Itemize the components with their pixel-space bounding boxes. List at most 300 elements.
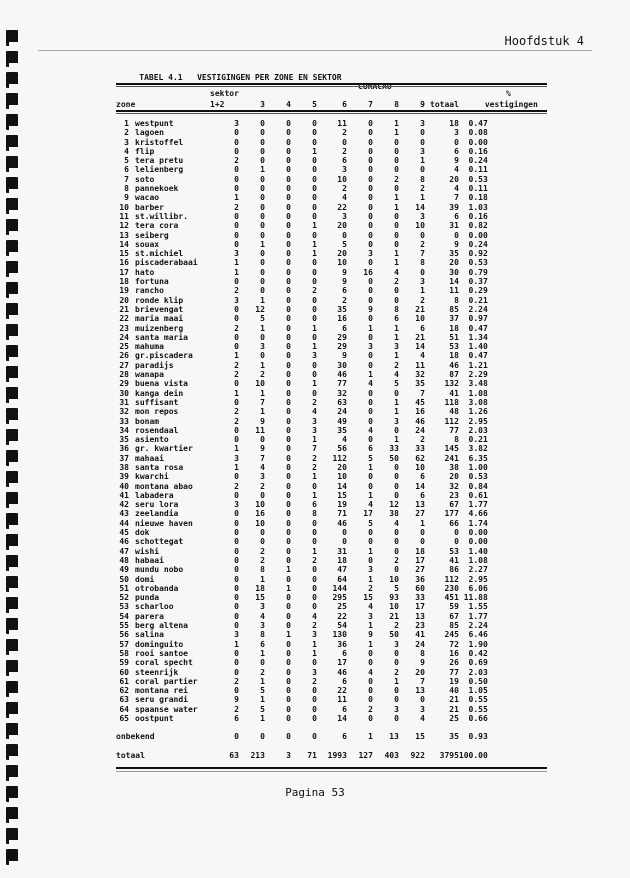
cell-sektor-1-2: 0 xyxy=(234,732,239,742)
cell-sektor-6: 14 xyxy=(337,714,347,723)
cell-totaal: 48 xyxy=(449,407,459,417)
binder-hole xyxy=(6,324,18,340)
cell-sektor-8: 10 xyxy=(389,574,399,584)
cell-sektor-1-2: 3 xyxy=(234,249,239,259)
binder-hole xyxy=(6,849,18,865)
cell-sektor-9: 0 xyxy=(420,695,425,705)
cell-sektor-8: 0 xyxy=(394,481,399,491)
cell-sektor-9: 7 xyxy=(420,249,425,259)
cell-sektor-3: 1 xyxy=(260,676,265,686)
cell-sektor-8: 0 xyxy=(394,537,399,547)
cell-sektor-6: 6 xyxy=(342,323,347,333)
cell-zone-name: pannekoek xyxy=(135,184,179,194)
cell-sektor-6: 31 xyxy=(337,546,347,556)
cell-sektor-6: 0 xyxy=(342,137,347,147)
cell-zone-number: 45 xyxy=(119,528,129,538)
table-row xyxy=(116,305,538,314)
cell-zone-number: 22 xyxy=(119,314,129,324)
table-row xyxy=(116,482,538,491)
header-row-2 xyxy=(116,99,538,110)
cell-sektor-3: 16 xyxy=(255,509,265,519)
cell-zone-name: kwarchi xyxy=(135,472,169,482)
table-row xyxy=(116,417,538,426)
cell-sektor-9: 3 xyxy=(420,704,425,714)
cell-sektor-1-2: 0 xyxy=(234,509,239,519)
binder-hole xyxy=(6,765,18,781)
cell-totaal: 177 xyxy=(444,509,459,519)
cell-totaal: 9 xyxy=(454,239,459,249)
cell-totaal: 87 xyxy=(449,370,459,380)
cell-sektor-6: 4 xyxy=(342,435,347,445)
cell-zone-name: wanapa xyxy=(135,370,164,380)
table-row xyxy=(116,705,538,714)
binder-hole xyxy=(6,597,18,613)
binder-hole xyxy=(6,240,18,256)
cell-sektor-6: 17 xyxy=(337,658,347,668)
cell-sektor-5: 0 xyxy=(312,295,317,305)
cell-sektor-3: 1 xyxy=(260,388,265,398)
cell-sektor-6: 77 xyxy=(337,379,347,389)
cell-sektor-9: 21 xyxy=(415,332,425,342)
cell-sektor-1-2: 0 xyxy=(234,314,239,324)
cell-sektor-5: 0 xyxy=(312,695,317,705)
cell-zone-number: 26 xyxy=(119,351,129,361)
cell-sektor-9: 8 xyxy=(420,648,425,658)
cell-sektor-6: 2 xyxy=(342,184,347,194)
cell-sektor-9: 10 xyxy=(415,314,425,324)
binder-hole xyxy=(6,744,18,760)
binder-hole xyxy=(6,576,18,592)
cell-zone-number: 37 xyxy=(119,453,129,463)
cell-sektor-7: 2 xyxy=(368,583,373,593)
cell-zone-number: 7 xyxy=(124,174,129,184)
cell-zone-name: flip xyxy=(135,146,155,156)
cell-sektor-4: 0 xyxy=(286,258,291,268)
cell-zone-name: buena vista xyxy=(135,379,188,389)
cell-sektor-5: 0 xyxy=(312,211,317,221)
cell-totaal: 35 xyxy=(449,249,459,259)
cell-sektor-8: 1 xyxy=(394,407,399,417)
table-row xyxy=(116,286,538,295)
cell-pct-vestigingen: 0.37 xyxy=(468,277,488,287)
establishments-table xyxy=(116,88,538,760)
cell-sektor-9: 24 xyxy=(415,425,425,435)
cell-sektor-5: 0 xyxy=(312,593,317,603)
cell-sektor-6: 1993 xyxy=(327,750,347,760)
cell-sektor-5: 0 xyxy=(312,370,317,380)
cell-totaal: 3795 xyxy=(439,750,459,760)
cell-sektor-8: 3 xyxy=(394,416,399,426)
cell-pct-vestigingen: 0.11 xyxy=(468,184,488,194)
cell-sektor-5: 1 xyxy=(312,239,317,249)
cell-zone-name: rosendaal xyxy=(135,425,179,435)
cell-sektor-5: 0 xyxy=(312,277,317,287)
cell-sektor-8: 93 xyxy=(389,593,399,603)
cell-pct-vestigingen: 0.66 xyxy=(468,714,488,723)
cell-zone-name: coral specht xyxy=(135,658,193,668)
cell-sektor-5: 4 xyxy=(312,407,317,417)
cell-sektor-5: 7 xyxy=(312,444,317,454)
cell-sektor-7: 0 xyxy=(368,295,373,305)
cell-sektor-5: 0 xyxy=(312,304,317,314)
cell-sektor-5: 3 xyxy=(312,630,317,640)
cell-sektor-1-2: 0 xyxy=(234,239,239,249)
cell-sektor-6: 6 xyxy=(342,648,347,658)
cell-zone-number: 10 xyxy=(119,202,129,212)
cell-sektor-7: 0 xyxy=(368,165,373,175)
table-title-text: TABEL 4.1 VESTIGINGEN PER ZONE EN SEKTOR xyxy=(139,73,342,82)
cell-sektor-8: 8 xyxy=(394,304,399,314)
cell-zone-number: 41 xyxy=(119,490,129,500)
cell-totaal: 41 xyxy=(449,555,459,565)
cell-totaal: 118 xyxy=(444,397,459,407)
cell-sektor-3: 0 xyxy=(260,286,265,296)
cell-sektor-3: 4 xyxy=(260,462,265,472)
cell-totaal: 8 xyxy=(454,295,459,305)
table-row xyxy=(116,491,538,500)
cell-totaal: 451 xyxy=(444,593,459,603)
cell-totaal: 77 xyxy=(449,667,459,677)
cell-sektor-3: 0 xyxy=(260,277,265,287)
cell-zone-number: 36 xyxy=(119,444,129,454)
cell-sektor-8: 0 xyxy=(394,658,399,668)
binder-hole xyxy=(6,219,18,235)
cell-sektor-7: 1 xyxy=(368,639,373,649)
cell-sektor-8: 38 xyxy=(389,509,399,519)
cell-totaal: 66 xyxy=(449,518,459,528)
table-row xyxy=(116,630,538,639)
cell-zone-name: zeelandia xyxy=(135,509,179,519)
cell-sektor-4: 0 xyxy=(286,500,291,510)
table-row xyxy=(116,203,538,212)
cell-pct-vestigingen: 3.08 xyxy=(468,397,488,407)
cell-sektor-6: 22 xyxy=(337,686,347,696)
cell-sektor-4: 0 xyxy=(286,360,291,370)
cell-sektor-1-2: 0 xyxy=(234,146,239,156)
cell-sektor-3: 1 xyxy=(260,165,265,175)
cell-sektor-9: 0 xyxy=(420,267,425,277)
cell-sektor-3: 7 xyxy=(260,453,265,463)
cell-pct-vestigingen: 0.55 xyxy=(468,704,488,714)
cell-sektor-5: 0 xyxy=(312,714,317,723)
cell-sektor-7: 1 xyxy=(368,490,373,500)
cell-sektor-5: 0 xyxy=(312,481,317,491)
cell-sektor-3: 0 xyxy=(260,490,265,500)
cell-sektor-9: 45 xyxy=(415,397,425,407)
cell-sektor-6: 9 xyxy=(342,351,347,361)
cell-sektor-1-2: 0 xyxy=(234,593,239,603)
chapter-header: Hoofdstuk 4 xyxy=(504,34,584,48)
cell-totaal: 0 xyxy=(454,537,459,547)
cell-zone-number: 51 xyxy=(119,583,129,593)
cell-zone-name: westpunt xyxy=(135,119,174,128)
cell-sektor-4: 0 xyxy=(286,211,291,221)
cell-sektor-8: 0 xyxy=(394,686,399,696)
cell-sektor-3: 0 xyxy=(260,230,265,240)
cell-pct-vestigingen: 1.40 xyxy=(468,546,488,556)
cell-sektor-9: 10 xyxy=(415,462,425,472)
cell-zone-name: oostpunt xyxy=(135,714,174,723)
table-row xyxy=(116,575,538,584)
cell-pct-vestigingen: 0.69 xyxy=(468,658,488,668)
table-top-rule xyxy=(116,83,547,85)
table-row xyxy=(116,435,538,444)
cell-zone-number: 54 xyxy=(119,611,129,621)
cell-zone-name: tera cora xyxy=(135,221,179,231)
cell-pct-vestigingen: 0.53 xyxy=(468,472,488,482)
cell-sektor-1-2: 0 xyxy=(234,658,239,668)
cell-sektor-1-2: 3 xyxy=(234,295,239,305)
cell-zone-number: 21 xyxy=(119,304,129,314)
cell-sektor-1-2: 0 xyxy=(234,574,239,584)
table-row xyxy=(116,463,538,472)
cell-pct-vestigingen: 2.03 xyxy=(468,425,488,435)
cell-sektor-9: 13 xyxy=(415,500,425,510)
cell-sektor-3: 8 xyxy=(260,565,265,575)
table-bottom-rule-thin xyxy=(116,771,547,772)
cell-pct-vestigingen: 2.24 xyxy=(468,304,488,314)
cell-pct-vestigingen: 1.90 xyxy=(468,639,488,649)
cell-zone-name: totaal xyxy=(116,750,145,760)
cell-sektor-3: 0 xyxy=(260,211,265,221)
binder-hole xyxy=(6,513,18,529)
cell-zone-name: mahuma xyxy=(135,342,164,352)
binder-hole xyxy=(6,345,18,361)
cell-sektor-9: 15 xyxy=(415,732,425,742)
cell-sektor-8: 50 xyxy=(389,453,399,463)
cell-sektor-1-2: 3 xyxy=(234,119,239,128)
cell-sektor-9: 3 xyxy=(420,211,425,221)
binder-hole xyxy=(6,555,18,571)
cell-pct-vestigingen: 0.11 xyxy=(468,165,488,175)
table-row xyxy=(116,500,538,509)
cell-sektor-6: 71 xyxy=(337,509,347,519)
cell-pct-vestigingen: 1.77 xyxy=(468,611,488,621)
binder-hole xyxy=(6,471,18,487)
cell-sektor-4: 0 xyxy=(286,593,291,603)
cell-sektor-6: 10 xyxy=(337,472,347,482)
cell-sektor-4: 0 xyxy=(286,686,291,696)
cell-pct-vestigingen: 0.21 xyxy=(468,435,488,445)
cell-zone-number: 14 xyxy=(119,239,129,249)
cell-totaal: 21 xyxy=(449,695,459,705)
cell-sektor-3: 0 xyxy=(260,221,265,231)
cell-sektor-4: 0 xyxy=(286,695,291,705)
cell-sektor-8: 0 xyxy=(394,239,399,249)
cell-totaal: 132 xyxy=(444,379,459,389)
cell-sektor-8: 1 xyxy=(394,202,399,212)
cell-zone-name: nieuwe haven xyxy=(135,518,193,528)
cell-totaal: 7 xyxy=(454,193,459,203)
cell-sektor-1-2: 0 xyxy=(234,565,239,575)
table-row xyxy=(116,444,538,453)
cell-pct-vestigingen: 0.21 xyxy=(468,295,488,305)
cell-zone-number: 17 xyxy=(119,267,129,277)
table-row xyxy=(116,612,538,621)
cell-sektor-4: 0 xyxy=(286,165,291,175)
cell-sektor-9: 0 xyxy=(420,230,425,240)
cell-sektor-5: 0 xyxy=(312,528,317,538)
cell-sektor-5: 1 xyxy=(312,435,317,445)
cell-sektor-3: 4 xyxy=(260,611,265,621)
table-top-rule-thin xyxy=(116,86,547,87)
cell-totaal: 39 xyxy=(449,202,459,212)
cell-sektor-9: 8 xyxy=(420,174,425,184)
binder-hole xyxy=(6,156,18,172)
cell-sektor-7: 1 xyxy=(368,732,373,742)
cell-sektor-8: 3 xyxy=(394,639,399,649)
cell-sektor-7: 0 xyxy=(368,472,373,482)
cell-zone-number: 29 xyxy=(119,379,129,389)
cell-totaal: 51 xyxy=(449,332,459,342)
binder-hole xyxy=(6,93,18,109)
cell-sektor-4: 0 xyxy=(286,304,291,314)
cell-zone-number: 46 xyxy=(119,537,129,547)
cell-pct-vestigingen: 4.66 xyxy=(468,509,488,519)
binder-hole xyxy=(6,198,18,214)
cell-sektor-6: 24 xyxy=(337,407,347,417)
cell-totaal: 41 xyxy=(449,388,459,398)
cell-pct-vestigingen: 0.16 xyxy=(468,146,488,156)
cell-sektor-7: 0 xyxy=(368,435,373,445)
cell-sektor-4: 0 xyxy=(286,435,291,445)
cell-sektor-6: 54 xyxy=(337,621,347,631)
cell-zone-number: 58 xyxy=(119,648,129,658)
table-row xyxy=(116,686,538,695)
cell-sektor-8: 1 xyxy=(394,128,399,138)
cell-sektor-3: 10 xyxy=(255,500,265,510)
cell-totaal: 19 xyxy=(449,676,459,686)
cell-zone-number: 53 xyxy=(119,602,129,612)
table-row xyxy=(116,537,538,546)
cell-sektor-3: 1 xyxy=(260,360,265,370)
table-row xyxy=(116,389,538,398)
cell-sektor-6: 22 xyxy=(337,611,347,621)
cell-sektor-6: 4 xyxy=(342,193,347,203)
cell-sektor-3: 0 xyxy=(260,202,265,212)
cell-sektor-1-2: 0 xyxy=(234,537,239,547)
cell-sektor-6: 16 xyxy=(337,314,347,324)
table-row xyxy=(116,175,538,184)
cell-sektor-7: 0 xyxy=(368,184,373,194)
cell-sektor-8: 2 xyxy=(394,555,399,565)
cell-sektor-4: 0 xyxy=(286,239,291,249)
cell-sektor-5: 3 xyxy=(312,667,317,677)
cell-sektor-4: 0 xyxy=(286,249,291,259)
cell-sektor-7: 0 xyxy=(368,258,373,268)
cell-zone-name: paradijs xyxy=(135,360,174,370)
cell-zone-number: 60 xyxy=(119,667,129,677)
header-sektor-1-2: 1+2 xyxy=(210,100,225,109)
cell-sektor-6: 6 xyxy=(342,286,347,296)
cell-sektor-6: 47 xyxy=(337,565,347,575)
cell-pct-vestigingen: 0.47 xyxy=(468,119,488,128)
cell-sektor-6: 19 xyxy=(337,500,347,510)
cell-sektor-3: 1 xyxy=(260,407,265,417)
cell-sektor-7: 6 xyxy=(368,444,373,454)
cell-sektor-4: 0 xyxy=(286,611,291,621)
cell-sektor-8: 0 xyxy=(394,230,399,240)
cell-sektor-1-2: 2 xyxy=(234,156,239,166)
cell-sektor-4: 0 xyxy=(286,648,291,658)
cell-sektor-3: 0 xyxy=(260,174,265,184)
cell-sektor-1-2: 0 xyxy=(234,648,239,658)
cell-sektor-9: 11 xyxy=(415,360,425,370)
cell-sektor-9: 8 xyxy=(420,258,425,268)
cell-sektor-9: 922 xyxy=(410,750,425,760)
cell-totaal: 46 xyxy=(449,360,459,370)
cell-pct-vestigingen: 100.00 xyxy=(458,750,488,760)
cell-sektor-4: 0 xyxy=(286,119,291,128)
cell-sektor-4: 0 xyxy=(286,314,291,324)
cell-sektor-7: 0 xyxy=(368,416,373,426)
cell-sektor-8: 0 xyxy=(394,211,399,221)
cell-zone-number: 18 xyxy=(119,277,129,287)
cell-sektor-1-2: 0 xyxy=(234,277,239,287)
cell-sektor-8: 5 xyxy=(394,379,399,389)
cell-totaal: 18 xyxy=(449,119,459,128)
cell-sektor-5: 0 xyxy=(312,174,317,184)
cell-sektor-6: 35 xyxy=(337,425,347,435)
table-row xyxy=(116,370,538,379)
header-pct-symbol: % xyxy=(505,89,511,98)
cell-sektor-5: 1 xyxy=(312,639,317,649)
cell-zone-name: suffisant xyxy=(135,397,179,407)
cell-sektor-5: 0 xyxy=(312,388,317,398)
cell-totaal: 85 xyxy=(449,621,459,631)
cell-sektor-4: 0 xyxy=(286,658,291,668)
cell-zone-number: 32 xyxy=(119,407,129,417)
cell-sektor-7: 0 xyxy=(368,174,373,184)
cell-sektor-9: 13 xyxy=(415,611,425,621)
cell-sektor-7: 0 xyxy=(368,119,373,128)
cell-sektor-3: 1 xyxy=(260,323,265,333)
cell-sektor-7: 5 xyxy=(368,518,373,528)
cell-pct-vestigingen: 1.77 xyxy=(468,500,488,510)
cell-sektor-3: 0 xyxy=(260,193,265,203)
cell-sektor-8: 0 xyxy=(394,472,399,482)
cell-zone-number: 49 xyxy=(119,565,129,575)
cell-sektor-4: 0 xyxy=(286,509,291,519)
cell-sektor-9: 2 xyxy=(420,435,425,445)
cell-pct-vestigingen: 0.00 xyxy=(468,230,488,240)
table-row xyxy=(116,221,538,230)
table-row xyxy=(116,351,538,360)
cell-sektor-1-2: 2 xyxy=(234,323,239,333)
cell-sektor-3: 2 xyxy=(260,481,265,491)
table-row xyxy=(116,640,538,649)
cell-totaal: 112 xyxy=(444,416,459,426)
table-row xyxy=(116,584,538,593)
cell-sektor-9: 6 xyxy=(420,472,425,482)
cell-sektor-6: 30 xyxy=(337,360,347,370)
cell-zone-number: 13 xyxy=(119,230,129,240)
cell-zone-name: bonam xyxy=(135,416,160,426)
table-row xyxy=(116,165,538,174)
cell-totaal: 20 xyxy=(449,174,459,184)
cell-sektor-9: 3 xyxy=(420,277,425,287)
cell-sektor-3: 1 xyxy=(260,239,265,249)
cell-sektor-5: 0 xyxy=(312,565,317,575)
cell-sektor-4: 0 xyxy=(286,379,291,389)
table-row xyxy=(116,184,538,193)
cell-sektor-7: 1 xyxy=(368,370,373,380)
cell-sektor-5: 2 xyxy=(312,676,317,686)
cell-totaal: 25 xyxy=(449,714,459,723)
cell-pct-vestigingen: 0.00 xyxy=(468,137,488,147)
cell-sektor-7: 0 xyxy=(368,202,373,212)
cell-sektor-7: 9 xyxy=(368,304,373,314)
